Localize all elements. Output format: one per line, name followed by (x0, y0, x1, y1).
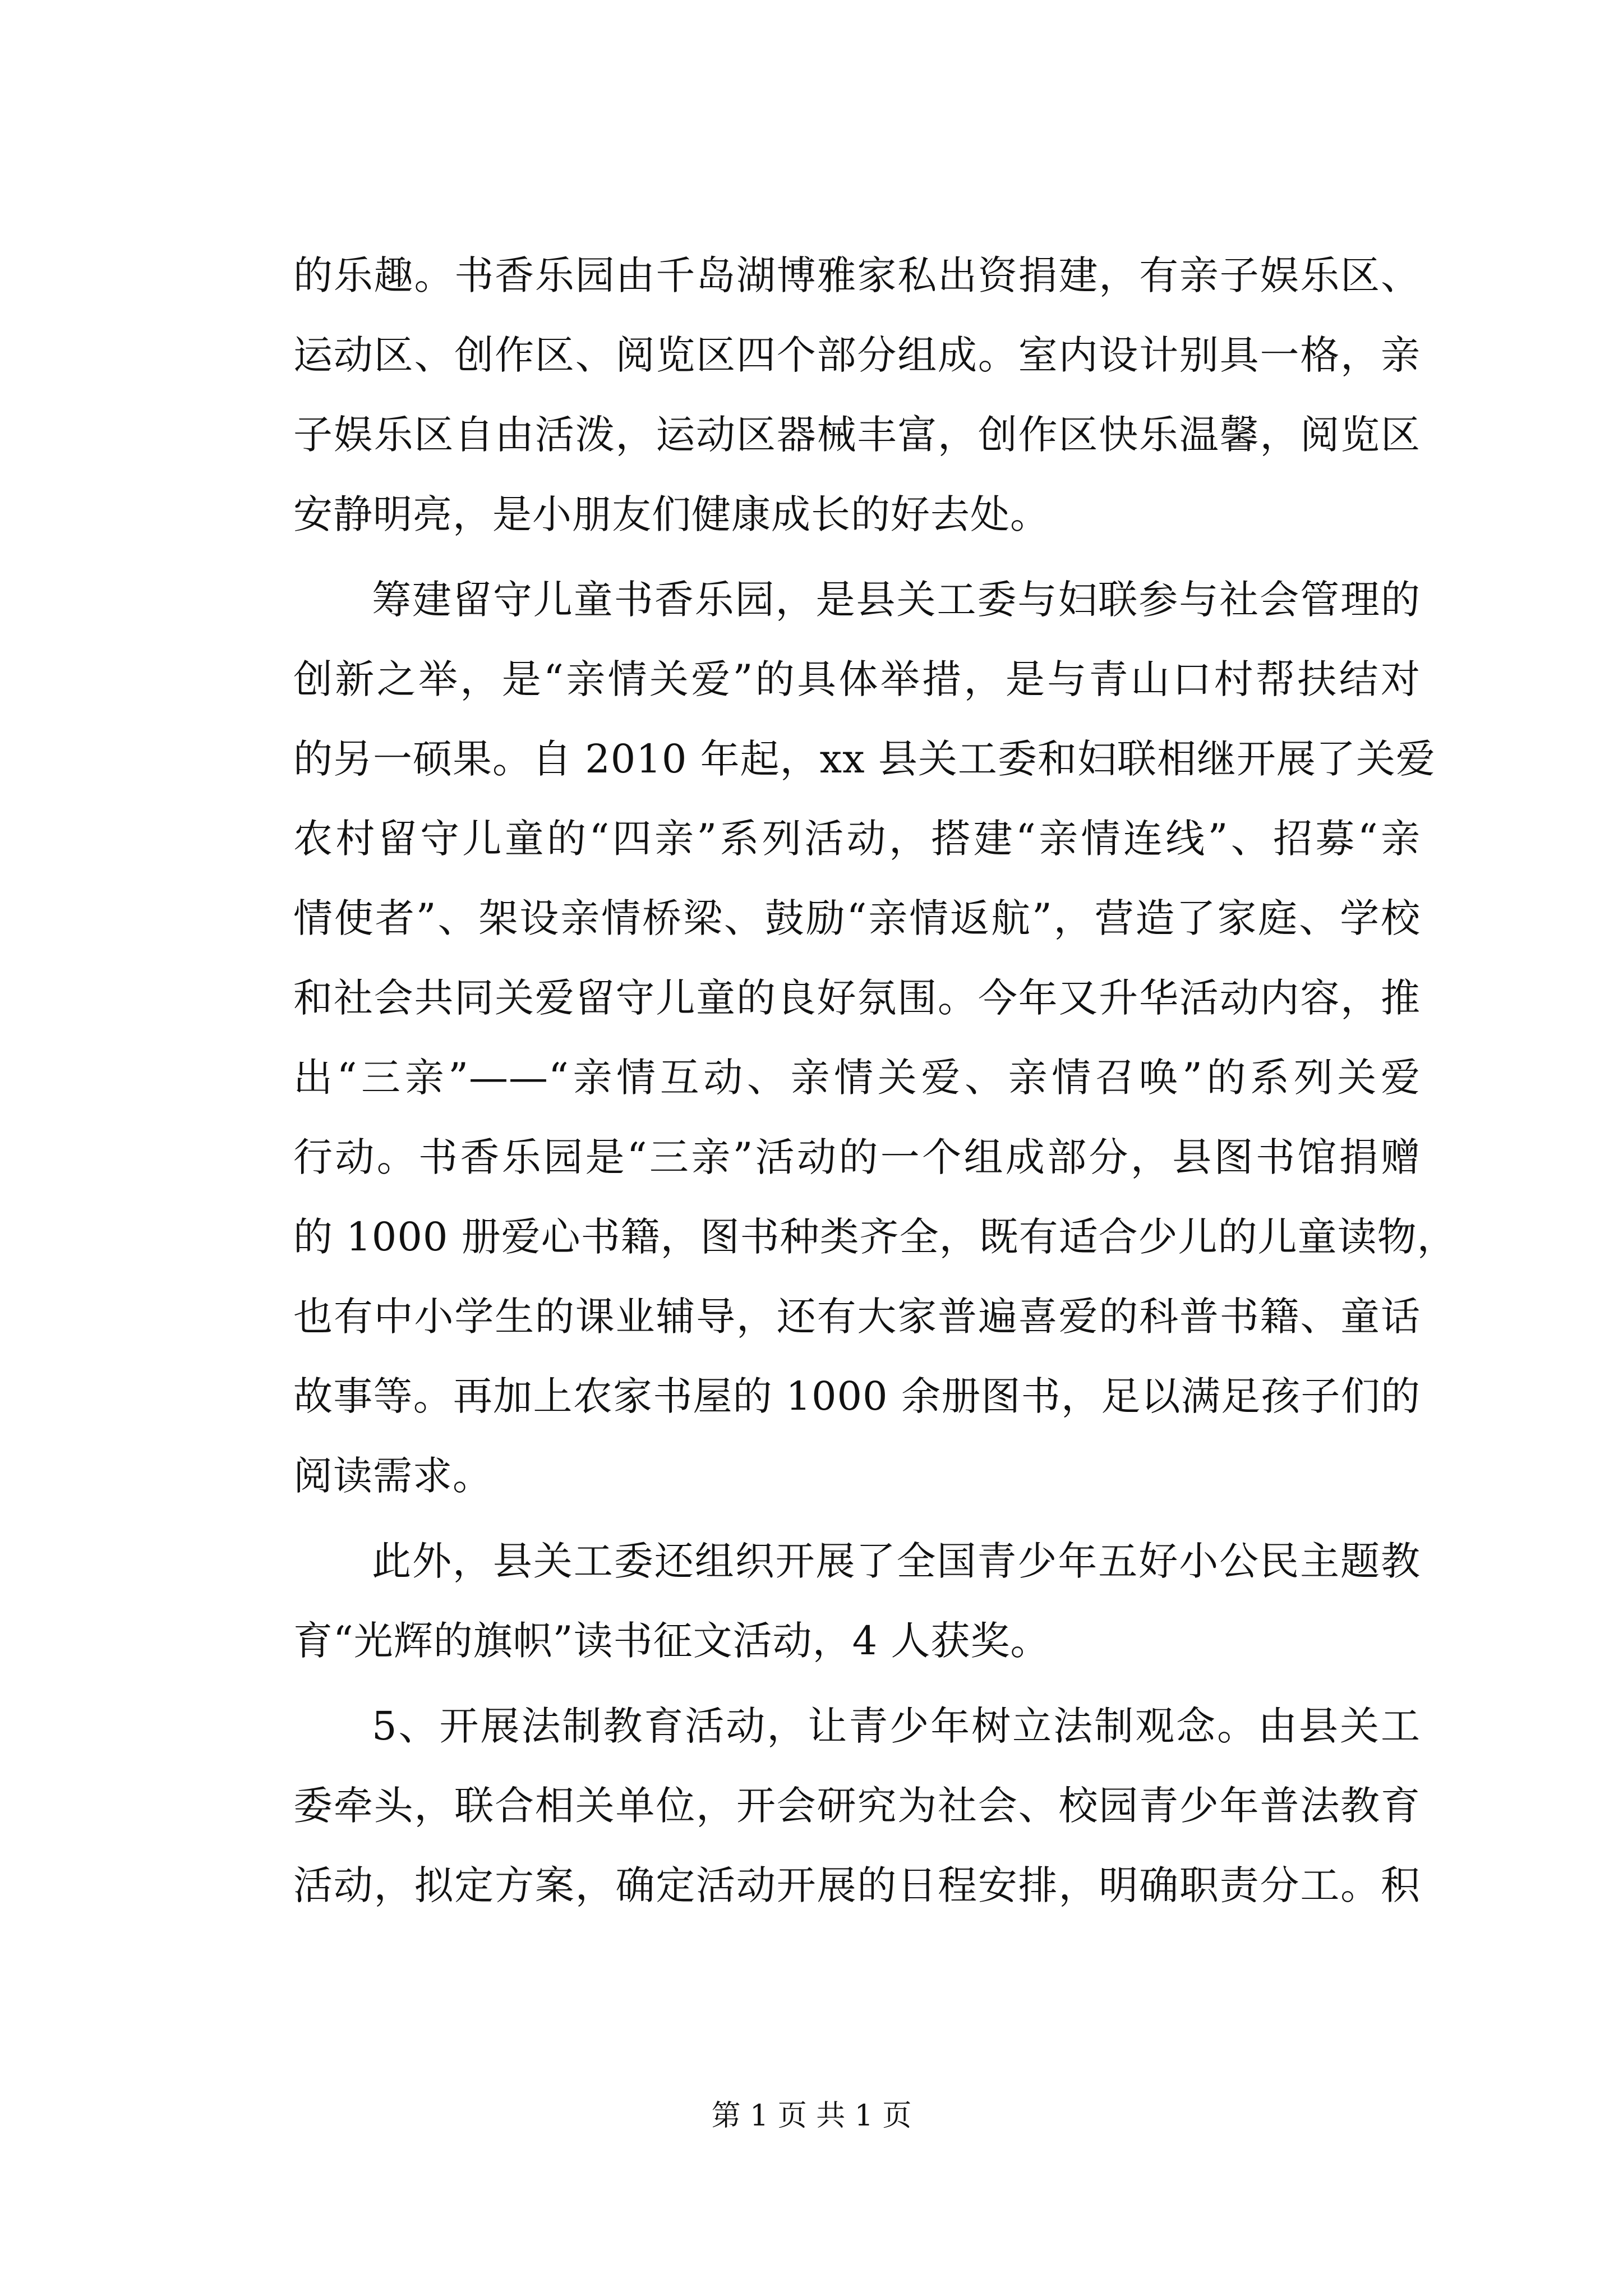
text-line: 运动区、创作区、阅览区四个部分组成。室内设计别具一格，亲 (293, 332, 1421, 378)
text-line: 委牵头，联合相关单位，开会研究为社会、校园青少年普法教育 (293, 1783, 1421, 1829)
text-line: 子娱乐区自由活泼，运动区器械丰富，创作区快乐温馨，阅览区 (293, 412, 1421, 458)
text-line: 和社会共同关爱留守儿童的良好氛围。今年又升华活动内容，推 (293, 975, 1421, 1021)
text-line: 也有中小学生的课业辅导，还有大家普遍喜爱的科普书籍、童话 (293, 1294, 1421, 1340)
document-body (293, 236, 1457, 1925)
text-line: 的另一硕果。自 2010 年起，xx 县关工委和妇联相继开展了关爱 (293, 736, 1436, 782)
text-line: 活动，拟定方案，确定活动开展的日程安排，明确职责分工。积 (293, 1862, 1421, 1908)
text-line: 农村留守儿童的“四亲”系列活动，搭建“亲情连线”、招募“亲 (293, 816, 1421, 862)
text-line: 情使者”、架设亲情桥梁、鼓励“亲情返航”，营造了家庭、学校 (293, 895, 1421, 941)
paragraph-first-line: 此外，县关工委还组织开展了全国青少年五好小公民主题教 (372, 1538, 1421, 1584)
text-line: 阅读需求。 (293, 1453, 492, 1499)
paragraph-first-line: 5、开展法制教育活动，让青少年树立法制观念。由县关工 (372, 1703, 1421, 1749)
text-line: 安静明亮，是小朋友们健康成长的好去处。 (293, 491, 1050, 537)
text-line: 故事等。再加上农家书屋的 1000 余册图书，足以满足孩子们的 (293, 1373, 1421, 1419)
paragraph-first-line: 筹建留守儿童书香乐园，是县关工委与妇联参与社会管理的 (372, 577, 1421, 623)
text-line: 出“三亲”——“亲情互动、亲情关爱、亲情召唤”的系列关爱 (293, 1055, 1421, 1101)
text-line: 的 1000 册爱心书籍，图书种类齐全，既有适合少儿的儿童读物， (293, 1214, 1457, 1260)
text-line: 行动。书香乐园是“三亲”活动的一个组成部分，县图书馆捐赠 (293, 1134, 1421, 1180)
text-line: 的乐趣。书香乐园由千岛湖博雅家私出资捐建，有亲子娱乐区、 (293, 252, 1421, 298)
text-line: 创新之举，是“亲情关爱”的具体举措，是与青山口村帮扶结对 (293, 656, 1421, 702)
page-footer: 第 1 页 共 1 页 (711, 2099, 912, 2133)
text-line: 育“光辉的旗帜”读书征文活动，4 人获奖。 (293, 1618, 1050, 1664)
